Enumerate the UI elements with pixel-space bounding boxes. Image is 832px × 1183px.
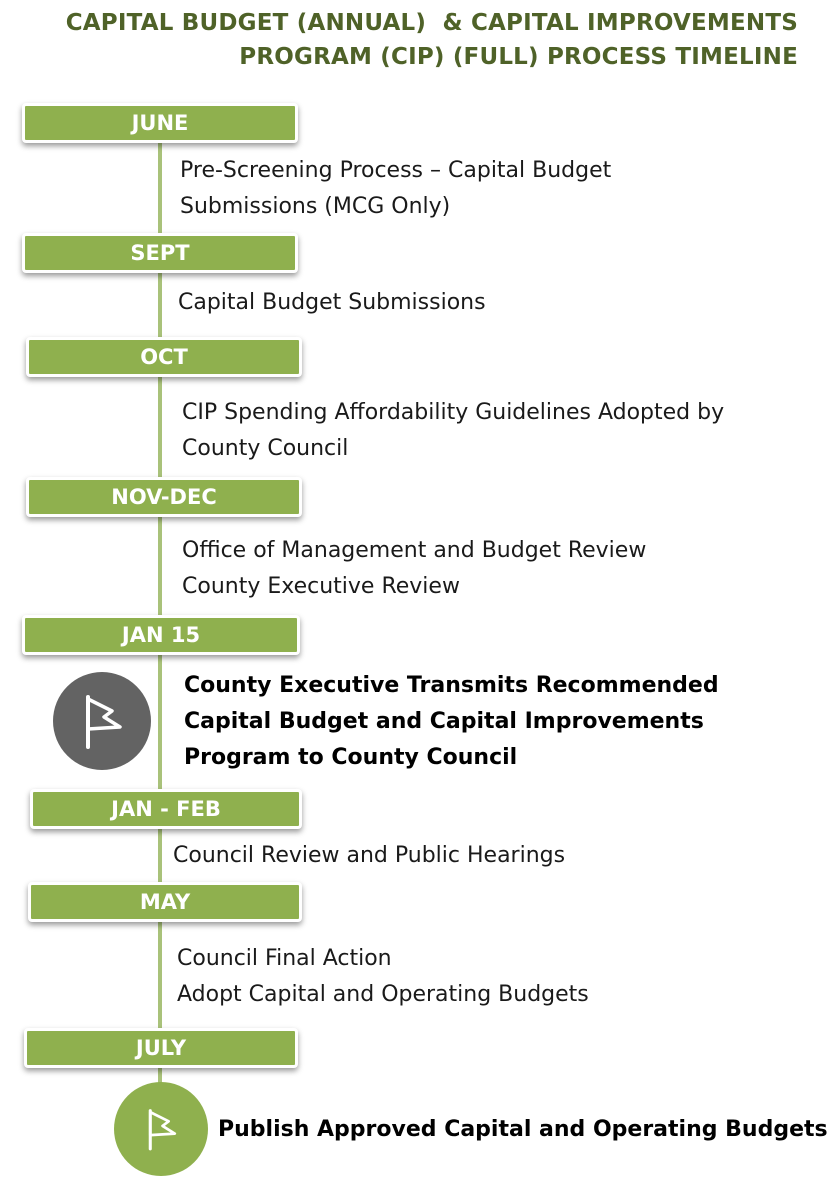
step-description xyxy=(184,668,719,776)
month-june xyxy=(22,103,298,143)
month-label: MAY xyxy=(139,890,191,914)
step-description xyxy=(180,153,611,225)
month-may xyxy=(28,882,302,922)
month-nov-dec xyxy=(26,477,302,517)
month-label: JAN - FEB xyxy=(111,797,221,821)
step-description xyxy=(182,395,724,467)
description-line: Submissions (MCG Only) xyxy=(180,194,451,219)
milestone-badge xyxy=(53,672,151,770)
description-line: County Executive Review xyxy=(182,574,460,599)
description-line: County Council xyxy=(182,436,349,461)
month-label: SEPT xyxy=(130,241,190,265)
month-jan-feb xyxy=(30,789,302,829)
description-line: Adopt Capital and Operating Budgets xyxy=(177,982,589,1007)
description-line: Program to County Council xyxy=(184,745,518,770)
month-label: OCT xyxy=(140,345,188,369)
step-description xyxy=(182,533,646,605)
description-line: Council Final Action xyxy=(177,946,392,971)
month-label: JULY xyxy=(135,1036,187,1060)
month-july xyxy=(24,1028,298,1068)
description-line: Office of Management and Budget Review xyxy=(182,538,647,563)
title-line-2: PROGRAM (CIP) (FULL) PROCESS TIMELINE xyxy=(239,44,798,70)
step-description xyxy=(178,285,486,321)
description-line: Council Review and Public Hearings xyxy=(173,843,566,868)
description-line: Capital Budget and Capital Improvements xyxy=(184,709,704,734)
month-sept xyxy=(22,233,298,273)
month-label: JAN 15 xyxy=(121,623,201,647)
page-title xyxy=(66,6,798,74)
month-label: NOV-DEC xyxy=(111,485,217,509)
description-line: Capital Budget Submissions xyxy=(178,290,486,315)
description-line: Pre-Screening Process – Capital Budget xyxy=(180,158,612,183)
step-description xyxy=(218,1112,828,1148)
month-jan-15 xyxy=(22,615,300,655)
flag-icon xyxy=(141,1106,181,1152)
step-description xyxy=(173,838,565,874)
step-description xyxy=(177,941,589,1013)
description-line: CIP Spending Affordability Guidelines Adopted by xyxy=(182,400,725,425)
milestone-badge xyxy=(114,1082,208,1176)
flag-icon xyxy=(76,691,128,751)
title-line-1: CAPITAL BUDGET (ANNUAL) & CAPITAL IMPROVEMENTS xyxy=(65,10,798,36)
month-oct xyxy=(26,337,302,377)
description-line: Publish Approved Capital and Operating Budgets xyxy=(218,1117,828,1142)
month-label: JUNE xyxy=(131,111,189,135)
description-line: County Executive Transmits Recommended xyxy=(184,673,719,698)
